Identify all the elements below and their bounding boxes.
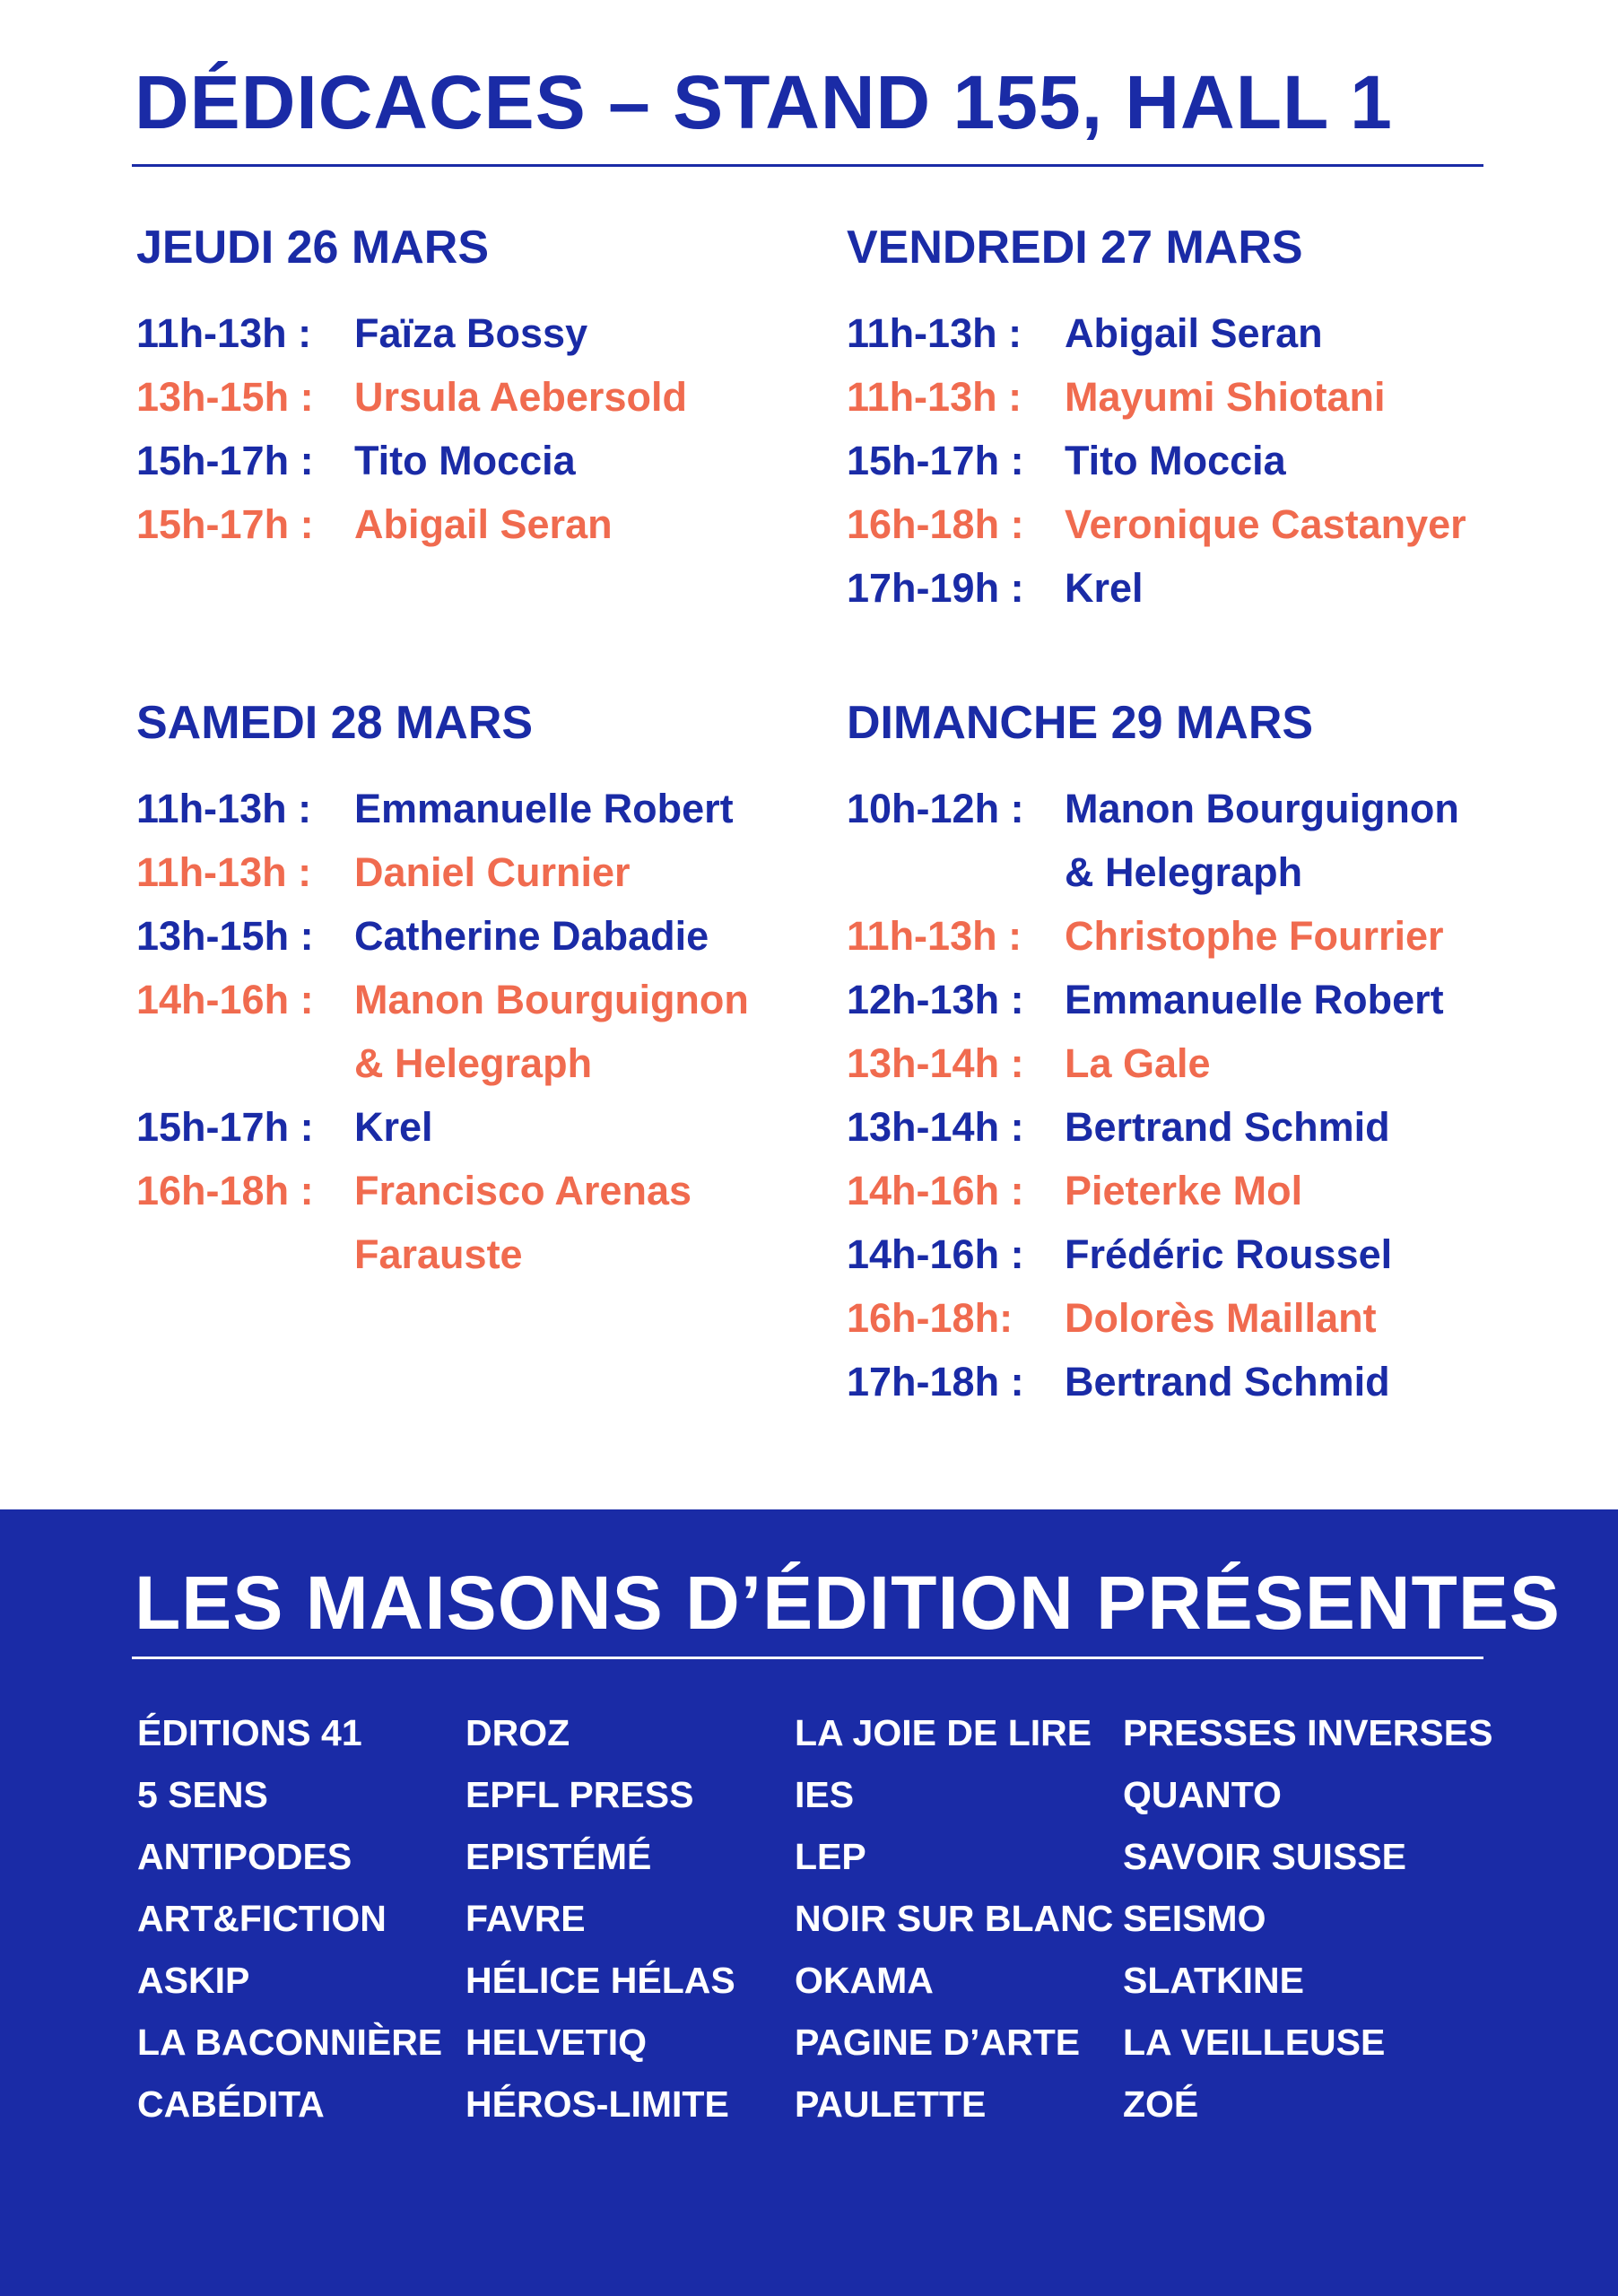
publisher-item: DROZ bbox=[465, 1712, 570, 1753]
publisher-item: SLATKINE bbox=[1123, 1960, 1304, 2001]
slot-time: 12h-13h : bbox=[847, 977, 1024, 1022]
publisher-item: LA BACONNIÈRE bbox=[137, 2022, 443, 2063]
slot-time: 13h-14h : bbox=[847, 1040, 1024, 1086]
publisher-item: EPFL PRESS bbox=[465, 1774, 694, 1815]
slot-time: 14h-16h : bbox=[136, 977, 314, 1022]
publisher-item: HÉLICE HÉLAS bbox=[465, 1960, 735, 2001]
day-title: SAMEDI 28 MARS bbox=[136, 697, 534, 749]
publisher-column bbox=[795, 1702, 1127, 2135]
slot-time: 13h-14h : bbox=[847, 1104, 1024, 1150]
schedule-row bbox=[136, 1095, 764, 1159]
schedule-row bbox=[136, 301, 764, 365]
schedule-row bbox=[136, 904, 764, 968]
publisher-item: ANTIPODES bbox=[137, 1836, 352, 1877]
schedule-row bbox=[136, 429, 764, 492]
slot-list bbox=[136, 777, 764, 1286]
publisher-item: LEP bbox=[795, 1836, 866, 1877]
slot-author: La Gale bbox=[1065, 1040, 1211, 1086]
schedule-row bbox=[847, 556, 1474, 620]
schedule-row bbox=[136, 365, 764, 429]
schedule-row bbox=[136, 968, 764, 1031]
slot-author: Manon Bourguignon bbox=[1065, 786, 1459, 831]
day-block bbox=[136, 697, 764, 1286]
slot-time: 14h-16h : bbox=[847, 1168, 1024, 1213]
schedule-row bbox=[847, 1286, 1474, 1350]
slot-author: Frédéric Roussel bbox=[1065, 1231, 1393, 1277]
day-title: DIMANCHE 29 MARS bbox=[847, 697, 1314, 749]
publisher-item: PAGINE D’ARTE bbox=[795, 2022, 1081, 2063]
schedule-row bbox=[847, 1031, 1474, 1095]
day-title: VENDREDI 27 MARS bbox=[847, 222, 1303, 274]
publishers-title: LES MAISONS D’ÉDITION PRÉSENTES bbox=[135, 1561, 1561, 1645]
slot-author: Dolorès Maillant bbox=[1065, 1295, 1377, 1341]
schedule-row bbox=[847, 429, 1474, 492]
schedule-row bbox=[847, 840, 1474, 904]
slot-author: Farauste bbox=[354, 1231, 523, 1277]
publisher-item: 5 SENS bbox=[137, 1774, 268, 1815]
publisher-item: PAULETTE bbox=[795, 2083, 987, 2125]
schedule-row bbox=[847, 1350, 1474, 1413]
slot-author: Catherine Dabadie bbox=[354, 913, 709, 959]
day-block bbox=[136, 224, 764, 556]
slot-author: Krel bbox=[1065, 565, 1144, 611]
publisher-item: SAVOIR SUISSE bbox=[1123, 1836, 1406, 1877]
slot-time: 11h-13h : bbox=[847, 310, 1022, 356]
publisher-item: NOIR SUR BLANC bbox=[795, 1898, 1114, 1939]
slot-time: 15h-17h : bbox=[136, 438, 314, 483]
schedule-row bbox=[847, 365, 1474, 429]
slot-time: 11h-13h : bbox=[136, 786, 312, 831]
slot-time: 15h-17h : bbox=[136, 1104, 314, 1150]
schedule-row bbox=[136, 1031, 764, 1095]
slot-author: Krel bbox=[354, 1104, 433, 1150]
slot-author: Tito Moccia bbox=[354, 438, 576, 483]
publisher-column bbox=[1123, 1702, 1493, 2135]
slot-author: Francisco Arenas bbox=[354, 1168, 692, 1213]
slot-time: 16h-18h : bbox=[136, 1168, 314, 1213]
slot-author: & Helegraph bbox=[1065, 849, 1303, 895]
slot-author: Bertrand Schmid bbox=[1065, 1359, 1390, 1405]
slot-time: 13h-15h : bbox=[136, 374, 314, 420]
slot-time: 11h-13h : bbox=[847, 374, 1022, 420]
publisher-item: EPISTÉMÉ bbox=[465, 1836, 652, 1877]
slot-time: 15h-17h : bbox=[136, 501, 314, 547]
slot-author: Mayumi Shiotani bbox=[1065, 374, 1386, 420]
schedule-row bbox=[136, 1159, 764, 1222]
page-title: DÉDICACES – STAND 155, HALL 1 bbox=[135, 60, 1393, 144]
publisher-item: SEISMO bbox=[1123, 1898, 1266, 1939]
schedule-row bbox=[847, 904, 1474, 968]
publisher-item: FAVRE bbox=[465, 1898, 586, 1939]
slot-list bbox=[136, 301, 764, 556]
slot-author: Tito Moccia bbox=[1065, 438, 1286, 483]
slot-time: 15h-17h : bbox=[847, 438, 1024, 483]
publisher-item: LA VEILLEUSE bbox=[1123, 2022, 1386, 2063]
slot-author: Manon Bourguignon bbox=[354, 977, 749, 1022]
slot-time: 17h-18h : bbox=[847, 1359, 1024, 1405]
slot-author: Abigail Seran bbox=[1065, 310, 1323, 356]
schedule-row bbox=[136, 492, 764, 556]
slot-author: Emmanuelle Robert bbox=[354, 786, 734, 831]
publisher-item: CABÉDITA bbox=[137, 2083, 325, 2125]
schedule-row bbox=[847, 1222, 1474, 1286]
schedule-row bbox=[847, 301, 1474, 365]
slot-list bbox=[847, 777, 1474, 1413]
slot-time: 16h-18h : bbox=[847, 501, 1024, 547]
schedule-row bbox=[847, 1095, 1474, 1159]
publisher-item: ART&FICTION bbox=[137, 1898, 387, 1939]
schedule-row bbox=[136, 1222, 764, 1286]
schedule-row bbox=[136, 840, 764, 904]
slot-time: 17h-19h : bbox=[847, 565, 1024, 611]
slot-author: Veronique Castanyer bbox=[1065, 501, 1466, 547]
slot-author: & Helegraph bbox=[354, 1040, 593, 1086]
slot-time: 11h-13h : bbox=[136, 849, 312, 895]
publisher-item: PRESSES INVERSES bbox=[1123, 1712, 1493, 1753]
schedule-row bbox=[847, 777, 1474, 840]
schedule-row bbox=[847, 492, 1474, 556]
day-block bbox=[847, 224, 1474, 620]
slot-time: 10h-12h : bbox=[847, 786, 1024, 831]
slot-time: 11h-13h : bbox=[136, 310, 312, 356]
slot-author: Faïza Bossy bbox=[354, 310, 588, 356]
publisher-item: ZOÉ bbox=[1123, 2083, 1199, 2125]
publisher-column bbox=[465, 1702, 797, 2135]
slot-time: 14h-16h : bbox=[847, 1231, 1024, 1277]
slot-author: Daniel Curnier bbox=[354, 849, 631, 895]
publisher-column bbox=[137, 1702, 469, 2135]
schedule-row bbox=[847, 1159, 1474, 1222]
publishers-divider bbox=[132, 1657, 1483, 1659]
publisher-item: LA JOIE DE LIRE bbox=[795, 1712, 1092, 1753]
schedule-row bbox=[136, 777, 764, 840]
publisher-item: ÉDITIONS 41 bbox=[137, 1712, 362, 1753]
slot-time: 16h-18h: bbox=[847, 1295, 1013, 1341]
slot-author: Abigail Seran bbox=[354, 501, 613, 547]
slot-author: Bertrand Schmid bbox=[1065, 1104, 1390, 1150]
day-title: JEUDI 26 MARS bbox=[136, 222, 489, 274]
publisher-item: OKAMA bbox=[795, 1960, 934, 2001]
slot-author: Ursula Aebersold bbox=[354, 374, 687, 420]
slot-time: 11h-13h : bbox=[847, 913, 1022, 959]
title-divider bbox=[132, 164, 1483, 167]
publisher-item: IES bbox=[795, 1774, 855, 1815]
publisher-item: QUANTO bbox=[1123, 1774, 1282, 1815]
slot-author: Emmanuelle Robert bbox=[1065, 977, 1444, 1022]
publisher-item: ASKIP bbox=[137, 1960, 250, 2001]
publisher-item: HELVETIQ bbox=[465, 2022, 647, 2063]
publisher-item: HÉROS-LIMITE bbox=[465, 2083, 729, 2125]
slot-author: Christophe Fourrier bbox=[1065, 913, 1444, 959]
slot-list bbox=[847, 301, 1474, 620]
slot-author: Pieterke Mol bbox=[1065, 1168, 1303, 1213]
day-block bbox=[847, 697, 1474, 1413]
schedule-row bbox=[847, 968, 1474, 1031]
slot-time: 13h-15h : bbox=[136, 913, 314, 959]
